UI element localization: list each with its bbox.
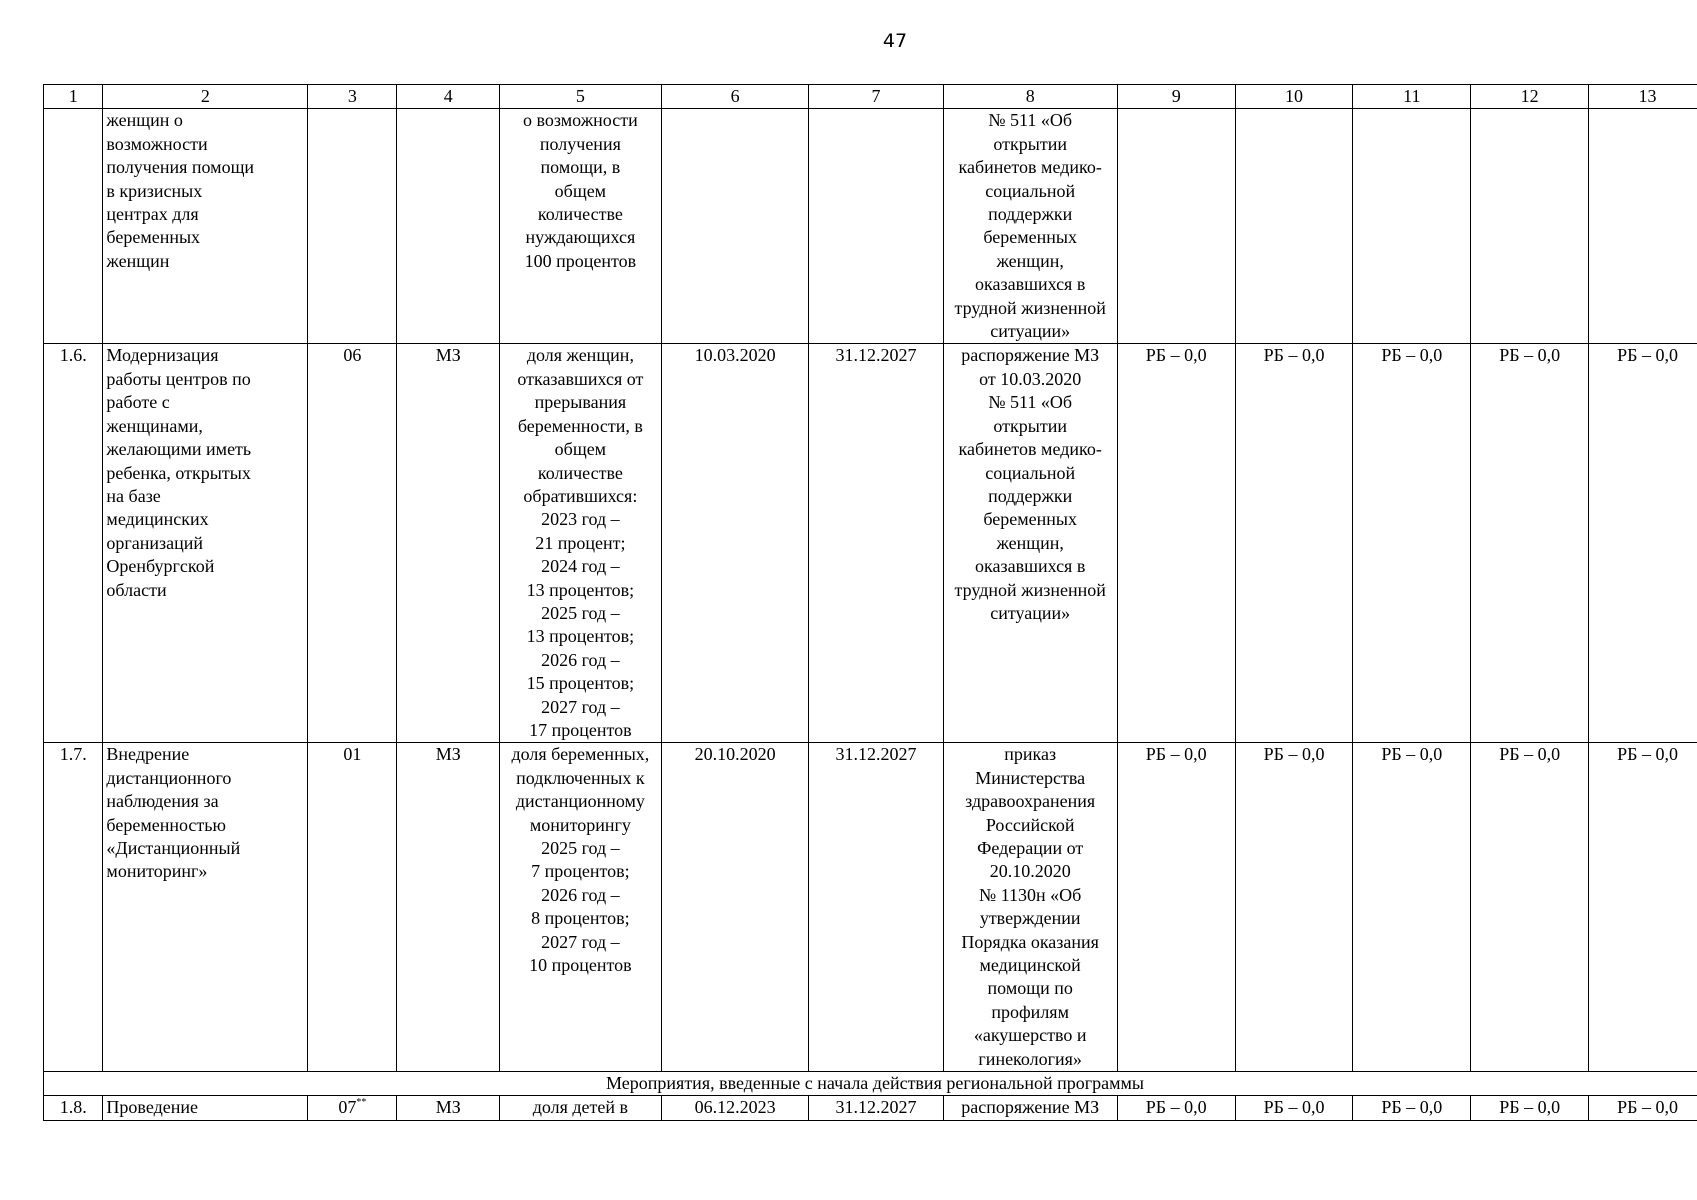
- measure-name: женщин о возможности получения помощи в кризисных центрах для беременных женщин: [103, 109, 308, 344]
- column-number: 7: [809, 85, 943, 109]
- measure-code: 01: [308, 743, 397, 1072]
- column-number: 12: [1471, 85, 1589, 109]
- section-title: Мероприятия, введенные с начала действия региональной программы: [44, 1072, 1697, 1096]
- column-number: 10: [1235, 85, 1353, 109]
- funding-cell: РБ – 0,0: [1117, 743, 1235, 1072]
- column-number: 4: [397, 85, 499, 109]
- column-number: 3: [308, 85, 397, 109]
- funding-cell: РБ – 0,0: [1117, 344, 1235, 743]
- executor: [397, 109, 499, 344]
- funding-cell: РБ – 0,0: [1235, 1096, 1353, 1120]
- row-number: 1.7.: [44, 743, 103, 1072]
- end-date: [809, 109, 943, 344]
- executor: МЗ: [397, 743, 499, 1072]
- row-number: 1.6.: [44, 344, 103, 743]
- column-number: 6: [661, 85, 809, 109]
- measure-code: 06: [308, 344, 397, 743]
- column-number: 13: [1589, 85, 1697, 109]
- indicator: доля детей в: [499, 1096, 661, 1120]
- funding-cell: РБ – 0,0: [1117, 1096, 1235, 1120]
- funding-cell: РБ – 0,0: [1589, 743, 1697, 1072]
- measure-name: Проведение: [103, 1096, 308, 1120]
- funding-cell: РБ – 0,0: [1235, 344, 1353, 743]
- column-number: 9: [1117, 85, 1235, 109]
- measures-table: [43, 84, 1697, 1121]
- legal-document: распоряжение МЗ от 10.03.2020 № 511 «Об открытии кабинетов медико- социальной поддержки беременных женщин, оказавшихся в трудной жизненной ситуации»: [943, 344, 1117, 743]
- funding-cell: РБ – 0,0: [1235, 743, 1353, 1072]
- column-number: 11: [1353, 85, 1471, 109]
- page-number: 47: [882, 30, 908, 52]
- table-row: [44, 1096, 1697, 1120]
- measure-code: [308, 109, 397, 344]
- footnote-marker: **: [356, 1097, 367, 1109]
- row-number: 1.8.: [44, 1096, 103, 1120]
- section-row: [44, 1072, 1697, 1096]
- funding-cell: РБ – 0,0: [1353, 1096, 1471, 1120]
- funding-cell: [1589, 109, 1697, 344]
- legal-document: приказ Министерства здравоохранения Российской Федерации от 20.10.2020 № 1130н «Об утверждении Порядка оказания медицинской помощи по профилям «акушерство и гинекология»: [943, 743, 1117, 1072]
- end-date: 31.12.2027: [809, 1096, 943, 1120]
- start-date: [661, 109, 809, 344]
- start-date: 10.03.2020: [661, 344, 809, 743]
- indicator: о возможности получения помощи, в общем количестве нуждающихся 100 процентов: [499, 109, 661, 344]
- column-number: 2: [103, 85, 308, 109]
- table-row: [44, 743, 1697, 1072]
- funding-cell: РБ – 0,0: [1589, 344, 1697, 743]
- funding-cell: РБ – 0,0: [1471, 743, 1589, 1072]
- end-date: 31.12.2027: [809, 344, 943, 743]
- measure-code: [308, 1096, 397, 1120]
- legal-document: распоряжение МЗ: [943, 1096, 1117, 1120]
- measure-name: Внедрение дистанционного наблюдения за беременностью «Дистанционный мониторинг»: [103, 743, 308, 1072]
- indicator: доля женщин, отказавшихся от прерывания беременности, в общем количестве обратившихся: 2023 год – 21 процент; 2024 год – 13 процентов; 2025 год – 13 процентов; 2026 год – 15 процентов; 2027 год – 17 процентов: [499, 344, 661, 743]
- table-row: [44, 109, 1697, 344]
- executor: МЗ: [397, 344, 499, 743]
- executor: МЗ: [397, 1096, 499, 1120]
- funding-cell: РБ – 0,0: [1471, 344, 1589, 743]
- row-number: [44, 109, 103, 344]
- funding-cell: [1353, 109, 1471, 344]
- start-date: 20.10.2020: [661, 743, 809, 1072]
- column-number: 1: [44, 85, 103, 109]
- measure-code-value: 07: [338, 1097, 357, 1118]
- table-row: [44, 344, 1697, 743]
- funding-cell: [1235, 109, 1353, 344]
- legal-document: № 511 «Об открытии кабинетов медико- социальной поддержки беременных женщин, оказавшихся в трудной жизненной ситуации»: [943, 109, 1117, 344]
- indicator: доля беременных, подключенных к дистанционному мониторингу 2025 год – 7 процентов; 2026 год – 8 процентов; 2027 год – 10 процентов: [499, 743, 661, 1072]
- funding-cell: РБ – 0,0: [1471, 1096, 1589, 1120]
- column-number-row: [44, 85, 1697, 109]
- funding-cell: РБ – 0,0: [1353, 344, 1471, 743]
- funding-cell: [1117, 109, 1235, 344]
- start-date: 06.12.2023: [661, 1096, 809, 1120]
- funding-cell: [1471, 109, 1589, 344]
- column-number: 8: [943, 85, 1117, 109]
- funding-cell: РБ – 0,0: [1589, 1096, 1697, 1120]
- funding-cell: РБ – 0,0: [1353, 743, 1471, 1072]
- column-number: 5: [499, 85, 661, 109]
- measure-name: Модернизация работы центров по работе с женщинами, желающими иметь ребенка, открытых на базе медицинских организаций Оренбургской области: [103, 344, 308, 743]
- end-date: 31.12.2027: [809, 743, 943, 1072]
